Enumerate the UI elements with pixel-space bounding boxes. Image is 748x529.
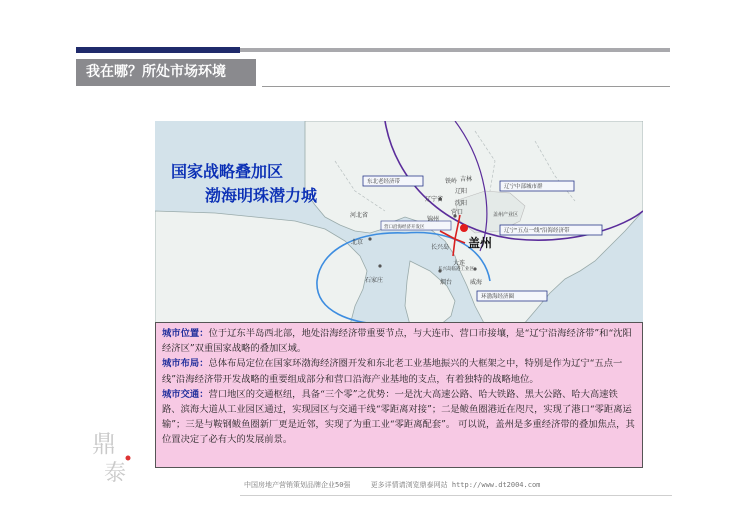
footer (244, 480, 674, 494)
label-liaoning: 辽宁省 (425, 196, 444, 203)
label-yantai: 烟台 (440, 279, 453, 286)
info-paragraph-layout (162, 356, 636, 386)
box-coastal-label: 辽宁"五点一线"沿海经济带 (504, 228, 570, 234)
text-layout: 总体布局定位在国家环渤海经济圈开发和东北老工业基地振兴的大框架之中，特别是作为辽宁“五点一线”沿海经济带开发战略的重要组成部分和营口沿海产业基地的支点，有着独特的战略地位。 (162, 358, 623, 385)
changxing-zone-label: 长兴岛临港工业区 (438, 267, 474, 272)
info-paragraph-transport (162, 387, 636, 448)
gaizhou-marker (460, 224, 468, 232)
tag-transport: 城市交通： (162, 388, 209, 400)
box-bohai-label: 环渤海经济圈 (481, 294, 515, 300)
logo-graphic (86, 420, 144, 490)
info-box (155, 322, 643, 468)
tag-layout: 城市布局： (162, 358, 209, 370)
info-paragraph-location (162, 326, 636, 356)
label-weihai: 威海 (470, 279, 483, 286)
label-shenyang: 沈阳 (455, 200, 468, 207)
box-liaozhong-label: 辽宁中部城市群 (504, 184, 543, 190)
map-graphic (155, 121, 643, 325)
gaizhou-label: 盖州 (468, 236, 493, 250)
label-jilin: 吉林 (460, 176, 473, 183)
box-northeast-label: 东北老经济带 (367, 179, 401, 185)
label-hebei: 河北省 (350, 212, 369, 219)
text-location: 位于辽东半岛西北部，地处沿海经济带重要节点，与大连市、营口市接壤，是“辽宁沿海经济带”和“沈阳经济区”双重国家战略的叠加区域。 (162, 328, 632, 355)
headline-bohai: 渤海明珠潜力城 (205, 186, 318, 205)
label-jinzhou: 锦州 (427, 216, 440, 223)
label-beijing: 北京 (351, 239, 364, 246)
title-underline (262, 86, 670, 87)
header-rule (240, 48, 670, 52)
section-title: 我在哪？所处市场环境 (76, 59, 256, 86)
gaizhou-industry-label: 盖州产业区 (493, 212, 519, 218)
tag-location: 城市位置： (162, 328, 209, 339)
footer-right: 更多详情请浏览鼎泰网站 http://www.dt2004.com (370, 481, 541, 489)
label-liaoyang: 辽阳 (455, 188, 468, 195)
logo-char-2: 泰 (104, 461, 127, 486)
logo-seal (126, 456, 131, 461)
label-dalian: 大连 (453, 260, 466, 267)
header-accent-bar (76, 47, 240, 53)
dingtai-logo (86, 420, 144, 490)
label-shijiazhuang: 石家庄 (365, 277, 384, 284)
text-transport: 营口地区的交通枢纽，具备“三个零”之优势：一是沈大高速公路、哈大铁路、黑大公路、哈大高速铁路、滨海大道从工业园区通过，实现园区与交通干线“零距离对接”；二是鲅鱼圈港近在咫尺，实现了港口“零距离运输”；三是与鞍钢鲅鱼圈新厂更是近邻，实现了为重工业“零距离配套”。 可以说，盖州是多重经济带的叠加焦点，其位置决定了必有大的发展前景。 (162, 388, 635, 446)
label-tieling: 铁岭 (445, 178, 458, 185)
region-map (155, 121, 643, 325)
footer-rule (240, 495, 672, 496)
label-yingkou: 营口 (451, 209, 464, 216)
headline-strategy: 国家战略叠加区 (171, 162, 284, 181)
footer-left: 中国房地产营销策划品牌企业50强 (244, 481, 351, 489)
label-changxing: 长兴岛 (431, 244, 450, 251)
box-yingkou-zone-label: 营口沿海经济开发区 (384, 225, 425, 230)
logo-char-1: 鼎 (92, 430, 116, 458)
